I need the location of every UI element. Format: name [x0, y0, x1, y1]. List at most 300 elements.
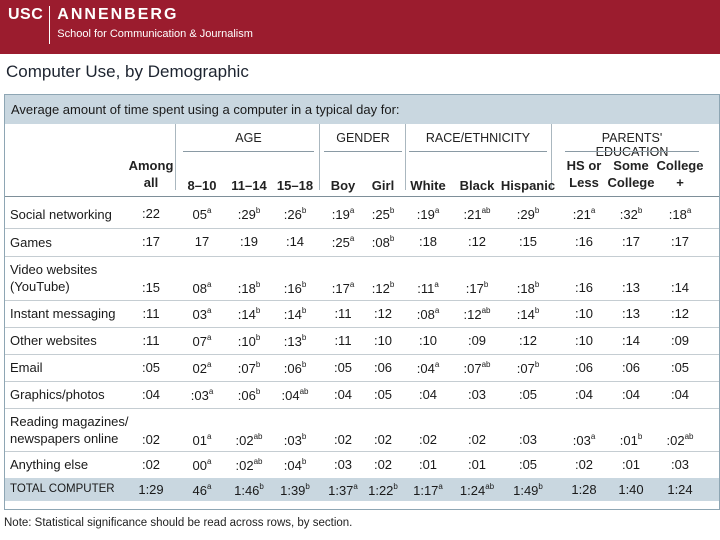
significance-marker: a	[207, 431, 212, 441]
cell-value: :02	[666, 432, 685, 448]
table-cell	[360, 306, 406, 321]
table-cell	[454, 387, 500, 402]
cell-value: :25	[331, 235, 350, 250]
table-row	[5, 200, 719, 229]
table-cell	[454, 360, 500, 376]
cell-value: :02	[141, 456, 161, 472]
cell-value: :10	[418, 332, 438, 348]
table-cell	[561, 306, 607, 321]
significance-marker: a	[434, 206, 440, 215]
row-label-line: Graphics/photos	[10, 387, 105, 402]
table-cell	[505, 482, 551, 498]
row-label-line: Instant messaging	[10, 306, 116, 321]
cell-value: :06	[574, 359, 594, 375]
table-cell	[561, 432, 607, 448]
cell-value: :17	[141, 234, 161, 249]
significance-marker: a	[207, 481, 212, 491]
table-cell	[272, 432, 318, 448]
cell-value: 1:24	[667, 481, 693, 497]
significance-marker: b	[483, 280, 489, 289]
column-header-line: Black	[459, 178, 495, 193]
significance-marker: a	[207, 456, 212, 466]
table-cell	[561, 234, 607, 249]
cell-value: :04	[416, 360, 435, 376]
table-cell	[179, 482, 225, 498]
cell-value: :10	[373, 332, 393, 348]
significance-marker: b	[389, 206, 395, 215]
table-cell	[454, 280, 500, 296]
significance-marker: ab	[481, 359, 491, 369]
table-cell	[405, 234, 451, 249]
cell-value: 1:17	[413, 482, 439, 498]
cell-value: :02	[373, 456, 393, 472]
cell-value: :29	[516, 207, 535, 222]
table-cell	[226, 306, 272, 322]
table-cell	[505, 333, 551, 348]
cell-value: :06	[373, 359, 393, 375]
cell-value: :02	[418, 431, 438, 447]
cell-value: :14	[670, 280, 690, 295]
cell-value: :04	[283, 457, 302, 473]
cell-value: :17	[670, 234, 690, 249]
cell-value: :04	[621, 386, 641, 402]
cell-value: :18	[237, 281, 256, 296]
table-cell	[179, 387, 225, 403]
table-row	[5, 381, 719, 409]
cell-value: :14	[285, 234, 305, 249]
significance-marker: b	[301, 280, 307, 289]
cell-value: :29	[237, 207, 256, 222]
table-row	[5, 256, 719, 301]
significance-marker: a	[349, 206, 355, 215]
table-cell	[405, 482, 451, 498]
significance-marker: b	[305, 481, 310, 491]
cell-value: :03	[190, 387, 209, 403]
significance-marker: a	[207, 359, 212, 369]
table-cell	[561, 482, 607, 497]
significance-marker: b	[301, 456, 307, 466]
cell-value: :21	[463, 207, 482, 222]
cell-value: :01	[418, 456, 438, 472]
row-label	[10, 332, 97, 349]
row-label	[10, 413, 129, 447]
row-label-line: Video websites	[10, 262, 98, 277]
cell-value: :14	[621, 332, 641, 348]
significance-marker: b	[301, 431, 307, 441]
group-underline	[409, 151, 547, 152]
table-cell	[561, 387, 607, 402]
table-cell	[179, 333, 225, 349]
table-cell	[179, 432, 225, 448]
table-cell	[128, 234, 174, 249]
significance-marker: b	[255, 332, 261, 342]
usc-annenberg-logo	[8, 6, 253, 44]
cell-value: :11	[142, 305, 160, 321]
table-cell	[128, 482, 174, 497]
table-cell	[272, 234, 318, 249]
cell-value: 00	[192, 457, 207, 473]
significance-marker: a	[207, 206, 212, 215]
table-cell	[128, 432, 174, 447]
cell-value: :03	[572, 432, 591, 448]
significance-marker: a	[590, 206, 596, 215]
cell-value: :01	[467, 456, 487, 472]
cell-value: :04	[670, 386, 690, 402]
cell-value: :03	[670, 456, 690, 472]
cell-value: :04	[333, 386, 353, 402]
column-header-line: Among	[128, 158, 174, 173]
table-cell	[608, 280, 654, 295]
total-row	[5, 478, 719, 501]
row-label	[10, 234, 52, 251]
logo-usc: USC	[8, 6, 50, 44]
table-cell	[272, 280, 318, 296]
cell-value: :05	[518, 386, 538, 402]
significance-marker: a	[434, 280, 439, 289]
cell-value: :09	[670, 332, 690, 348]
column-header	[498, 177, 558, 194]
significance-marker: b	[255, 280, 261, 289]
data-table	[4, 94, 720, 510]
table-row	[5, 451, 719, 479]
column-header-line: Less	[569, 175, 599, 190]
cell-value: :02	[235, 457, 254, 473]
column-header-line: Boy	[330, 178, 356, 193]
significance-marker: b	[255, 386, 261, 396]
table-cell	[128, 280, 174, 295]
significance-marker: a	[434, 305, 440, 315]
significance-marker: b	[534, 305, 540, 315]
significance-marker: b	[534, 206, 540, 215]
significance-marker: a	[349, 280, 355, 289]
row-label-line: Email	[10, 360, 43, 375]
significance-marker: b	[389, 234, 395, 243]
table-cell	[561, 280, 607, 295]
cell-value: :06	[621, 359, 641, 375]
cell-value: :17	[331, 281, 350, 296]
table-cell	[454, 234, 500, 249]
column-header	[650, 157, 710, 191]
table-cell	[272, 306, 318, 322]
significance-marker: a	[207, 305, 212, 315]
column-header-line: White	[410, 178, 446, 193]
cell-value: :02	[574, 456, 594, 472]
table-cell	[505, 280, 551, 296]
cell-value: 07	[192, 333, 207, 349]
cell-value: 08	[192, 281, 207, 296]
significance-marker: ab	[684, 431, 694, 441]
group-header: PARENTS' EDUCATION	[595, 131, 669, 159]
significance-marker: a	[208, 386, 214, 396]
row-label	[10, 456, 88, 473]
cell-value: :16	[574, 280, 594, 295]
significance-marker: b	[301, 332, 307, 342]
table-caption: Average amount of time spent using a computer in a typical day for:	[5, 95, 719, 124]
cell-value: :05	[333, 359, 353, 375]
cell-value: 1:37	[328, 482, 354, 498]
significance-marker: a	[207, 332, 212, 342]
significance-marker: ab	[481, 206, 491, 215]
table-cell	[405, 306, 451, 322]
row-label-line: (YouTube)	[10, 279, 70, 294]
table-cell	[226, 206, 272, 222]
group-underline	[565, 151, 699, 152]
cell-value: :10	[574, 305, 594, 321]
cell-value: 17	[194, 234, 210, 249]
table-cell	[405, 457, 451, 472]
significance-marker: b	[393, 481, 398, 491]
cell-value: :13	[283, 333, 302, 349]
table-cell	[360, 387, 406, 402]
significance-marker: b	[255, 359, 261, 369]
cell-value: :26	[283, 207, 302, 222]
table-cell	[272, 482, 318, 498]
row-label-line: Social networking	[10, 206, 112, 222]
page-title: Computer Use, by Demographic	[6, 62, 249, 81]
table-cell	[179, 306, 225, 322]
cell-value: 01	[192, 432, 207, 448]
footnote: Note: Statistical significance should be read across rows, by section.	[4, 517, 353, 529]
table-cell	[179, 360, 225, 376]
table-cell	[454, 306, 500, 322]
row-label-line: newspapers online	[10, 430, 119, 446]
significance-marker: ab	[253, 431, 263, 441]
significance-marker: b	[301, 305, 307, 315]
table-cell	[179, 234, 225, 249]
row-label	[10, 206, 112, 223]
row-label-line: Other websites	[10, 333, 97, 348]
table-cell	[505, 360, 551, 376]
cell-value: :11	[417, 281, 435, 296]
cell-value: 46	[192, 482, 207, 498]
significance-marker: b	[534, 359, 540, 369]
cell-value: :14	[516, 306, 535, 322]
table-cell	[272, 387, 318, 403]
row-label	[10, 481, 115, 498]
significance-marker: b	[637, 206, 643, 215]
cell-value: :11	[142, 332, 160, 348]
table-cell	[505, 234, 551, 249]
logo-name: ANNENBERG	[57, 6, 179, 23]
table-row	[5, 228, 719, 257]
table-row	[5, 300, 719, 328]
cell-value: :13	[621, 305, 641, 321]
cell-value: :32	[619, 207, 638, 222]
significance-marker: a	[590, 431, 596, 441]
table-cell	[454, 333, 500, 348]
table-cell	[405, 206, 451, 222]
table-cell	[128, 206, 174, 221]
cell-value: :19	[416, 207, 435, 222]
cell-value: :01	[619, 432, 638, 448]
cell-value: :06	[237, 387, 256, 403]
group-header: AGE	[235, 131, 262, 145]
table-cell	[226, 333, 272, 349]
cell-value: :04	[418, 386, 438, 402]
cell-value: :16	[283, 281, 302, 296]
cell-value: :14	[237, 306, 256, 322]
table-row	[5, 408, 719, 452]
table-cell	[360, 206, 406, 222]
cell-value: :15	[141, 280, 161, 295]
table-cell	[179, 280, 225, 296]
group-underline	[183, 151, 314, 152]
table-cell	[405, 432, 451, 447]
cell-value: :02	[373, 431, 393, 447]
table-cell	[657, 206, 703, 222]
group-underline	[324, 151, 402, 152]
row-label-line: Reading magazines/	[10, 413, 129, 429]
cell-value: :19	[239, 234, 259, 249]
table-cell	[128, 306, 174, 321]
cell-value: 1:24	[459, 482, 486, 498]
table-cell	[226, 280, 272, 296]
header-banner	[0, 0, 720, 54]
cell-value: :16	[574, 234, 594, 249]
table-cell	[561, 206, 607, 222]
table-cell	[128, 360, 174, 375]
cell-value: :13	[621, 280, 641, 295]
table-cell	[608, 482, 654, 497]
column-header-line: 15–18	[276, 178, 314, 193]
cell-value: :03	[518, 431, 538, 447]
significance-marker: b	[389, 280, 395, 289]
cell-value: :03	[333, 456, 353, 472]
cell-value: :10	[237, 333, 256, 349]
row-label	[10, 305, 116, 322]
group-header: GENDER	[336, 131, 390, 145]
cell-value: :04	[281, 387, 300, 403]
cell-value: :12	[371, 281, 390, 296]
significance-marker: ab	[253, 456, 263, 466]
table-cell	[128, 387, 174, 402]
column-header-line: +	[676, 175, 684, 190]
cell-value: :17	[621, 234, 641, 249]
table-cell	[360, 432, 406, 447]
cell-value: :10	[574, 332, 594, 348]
row-label-line: TOTAL COMPUTER	[10, 483, 115, 495]
significance-marker: b	[637, 431, 643, 441]
significance-marker: b	[255, 206, 261, 215]
table-cell	[561, 457, 607, 472]
cell-value: :01	[621, 456, 641, 472]
table-cell	[608, 387, 654, 402]
table-cell	[657, 457, 703, 472]
cell-value: 03	[192, 306, 207, 322]
table-cell	[657, 280, 703, 295]
cell-value: 1:28	[571, 481, 597, 497]
row-label	[10, 261, 97, 295]
logo-subtitle: School for Communication & Journalism	[57, 28, 253, 40]
table-cell	[179, 457, 225, 473]
cell-value: :05	[141, 359, 161, 375]
column-header-line: College	[607, 175, 655, 190]
cell-value: :12	[670, 305, 690, 321]
column-header-line: all	[143, 175, 159, 190]
cell-value: 1:46	[234, 482, 260, 498]
significance-marker: b	[538, 481, 543, 491]
cell-value: :02	[467, 431, 487, 447]
cell-value: :09	[467, 332, 487, 348]
table-row	[5, 327, 719, 355]
table-cell	[405, 387, 451, 402]
cell-value: :03	[283, 432, 302, 448]
table-cell	[226, 457, 272, 473]
table-cell	[608, 206, 654, 222]
table-cell	[561, 333, 607, 348]
cell-value: :12	[463, 306, 482, 322]
table-cell	[608, 306, 654, 321]
column-header-line: Hispanic	[500, 178, 556, 193]
cell-value: :19	[331, 207, 350, 222]
cell-value: :02	[333, 431, 353, 447]
cell-value: :07	[516, 360, 535, 376]
table-cell	[505, 457, 551, 472]
table-cell	[608, 457, 654, 472]
table-cell	[608, 234, 654, 249]
column-header-line: Some	[613, 158, 649, 173]
significance-marker: b	[259, 481, 264, 491]
table-cell	[454, 482, 500, 498]
significance-marker: a	[353, 481, 358, 491]
table-cell	[608, 432, 654, 448]
cell-value: :02	[141, 431, 161, 447]
table-cell	[505, 432, 551, 447]
table-cell	[272, 457, 318, 473]
cell-value: 1:49	[513, 482, 539, 498]
cell-value: :12	[518, 332, 538, 348]
cell-value: :12	[467, 234, 487, 249]
table-cell	[360, 360, 406, 375]
table-cell	[657, 306, 703, 321]
cell-value: :21	[572, 207, 591, 222]
significance-marker: a	[438, 481, 443, 491]
table-cell	[657, 234, 703, 249]
significance-marker: a	[434, 359, 440, 369]
table-cell	[405, 360, 451, 376]
cell-value: :05	[518, 456, 538, 472]
cell-value: :22	[141, 206, 161, 221]
cell-value: :05	[670, 359, 690, 375]
table-cell	[179, 206, 225, 222]
column-header-line: College	[656, 158, 704, 173]
table-cell	[226, 432, 272, 448]
cell-value: :04	[141, 386, 161, 402]
table-cell	[360, 457, 406, 472]
significance-marker: b	[301, 206, 307, 215]
significance-marker: ab	[485, 481, 495, 491]
table-cell	[657, 387, 703, 402]
cell-value: :08	[371, 235, 390, 250]
row-label	[10, 386, 105, 403]
significance-marker: b	[301, 359, 307, 369]
cell-value: :15	[518, 234, 538, 249]
table-cell	[561, 360, 607, 375]
table-cell	[360, 234, 406, 250]
table-cell	[505, 206, 551, 222]
column-header-line: Girl	[371, 178, 395, 193]
cell-value: :05	[373, 386, 393, 402]
significance-marker: b	[534, 280, 540, 289]
table-cell	[360, 333, 406, 348]
column-header-line: HS or	[566, 158, 602, 173]
table-cell	[505, 387, 551, 402]
cell-value: :08	[416, 306, 435, 322]
column-header-line: 8–10	[187, 178, 217, 193]
cell-value: :14	[283, 306, 302, 322]
table-cell	[272, 360, 318, 376]
cell-value: :03	[467, 386, 487, 402]
